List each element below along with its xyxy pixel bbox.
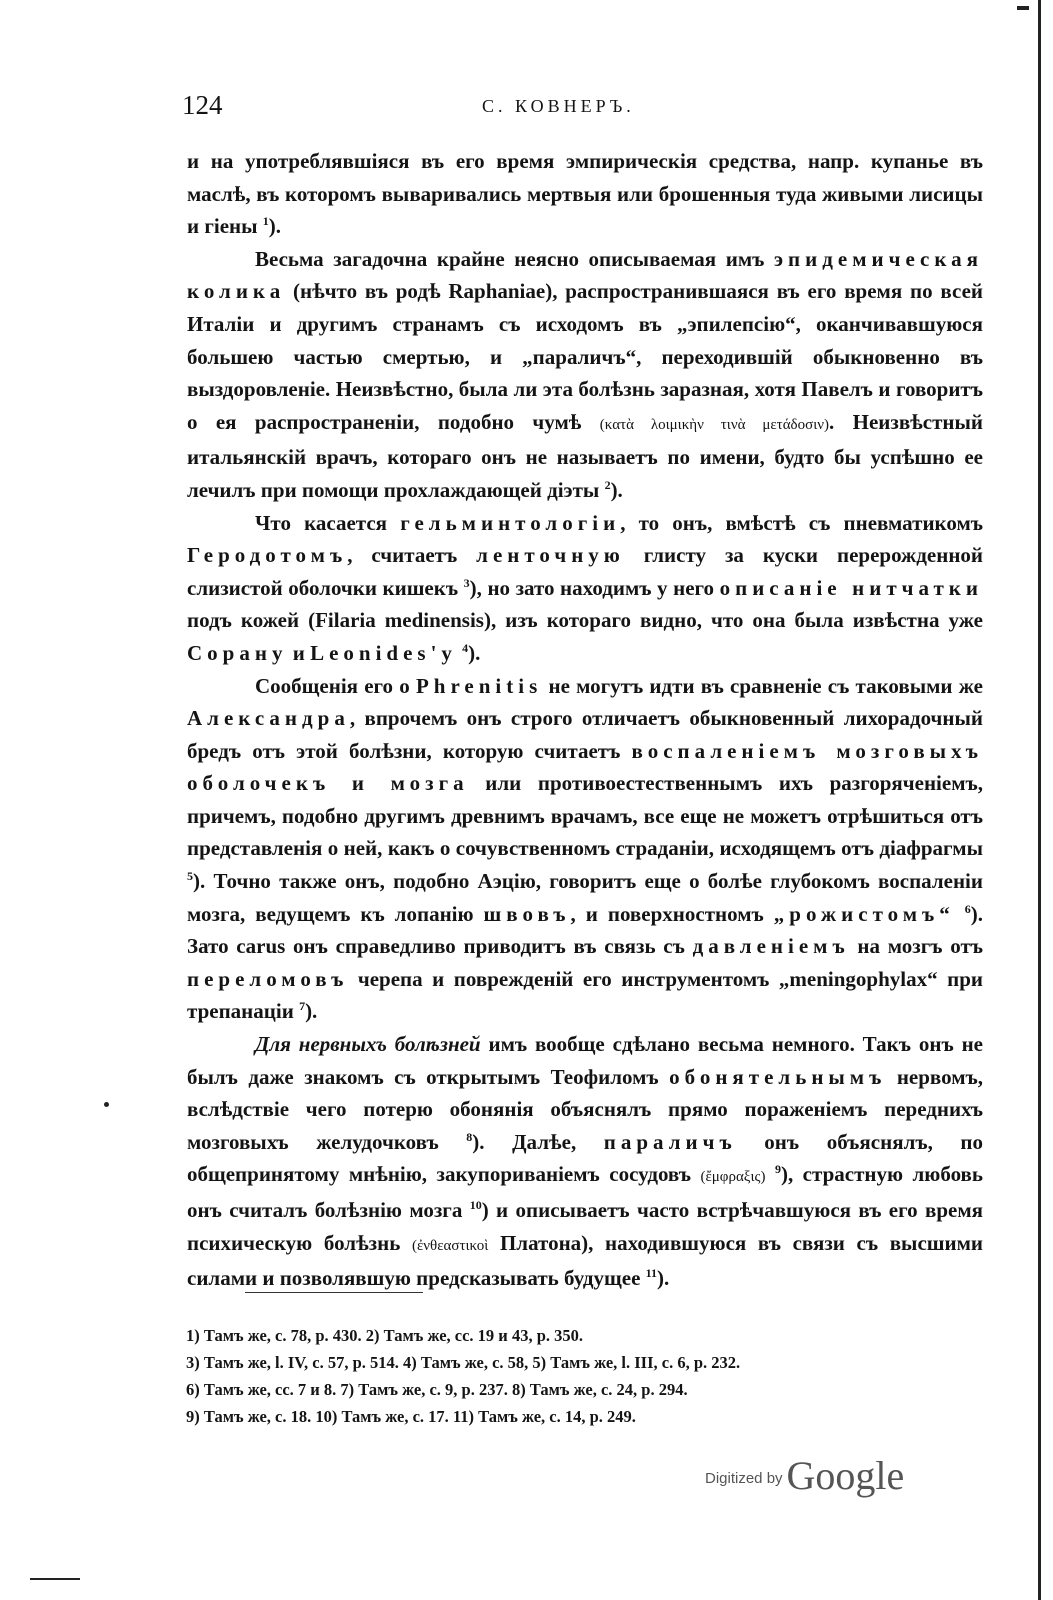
greek-quote: (κατὰ λοιμικὴν τινὰ μετάδοσιν) xyxy=(599,416,830,433)
footnote-line: 1) Тамъ же, с. 78, р. 430. 2) Тамъ же, сс. 19 и 43, р. 350. xyxy=(186,1326,583,1345)
margin-dot xyxy=(104,1102,109,1107)
footnote-ref: 1 xyxy=(262,214,269,229)
spaced-term: эпидемическая колика xyxy=(187,246,983,304)
footnote-line: 3) Тамъ же, l. IV, с. 57, р. 514. 4) Тамъ же, с. 58, 5) Тамъ же, l. III, с. 6, р. 232. xyxy=(186,1353,741,1372)
scan-arrow-mark xyxy=(30,1578,80,1580)
paragraph-2: Весьма загадочна крайне неясно описываемая имъ эпидемическая колика (нѣчто въ родѣ Raphaniae), распространившаяся въ его время по всей Италіи и другимъ странамъ съ исходомъ въ „эпилепсію“, оканчивавшуюся большею частью смертью, и „параличъ“, переходившій обыкновенно въ выздоровленіе. Неизвѣстно, была ли эта болѣзнь заразная, хотя Павелъ и говоритъ о ея распространеніи, подобно чумѣ (κατὰ λοιμικὴν τινὰ μετάδοσιν). Неизвѣстный итальянскій врачъ, котораго онъ не называетъ по имени, будто бы успѣшно ее лечилъ при помощи прохлаждающей діэты $^2$). xyxy=(187,246,984,502)
digitized-by-google-watermark xyxy=(705,1452,904,1512)
page-number: 124 xyxy=(182,90,223,120)
paragraph-1: и на употреблявшіяся въ его время эмпирическія средства, напр. купанье въ маслѣ, въ которомъ вываривались мертвыя или брошенныя туда живыми лисицы и гіены $^1$). xyxy=(187,149,983,239)
footnote-line: 6) Тамъ же, сс. 7 и 8. 7) Тамъ же, с. 9, р. 237. 8) Тамъ же, с. 24, р. 294. xyxy=(186,1380,688,1399)
google-logo: Google xyxy=(786,1453,905,1498)
footnote-divider xyxy=(245,1292,423,1293)
body-text xyxy=(187,145,983,1295)
footnote-line: 9) Тамъ же, с. 18. 10) Тамъ же, с. 17. 11) Тамъ же, с. 14, р. 249. xyxy=(186,1407,636,1426)
paragraph-4: Сообщенія его о Phrenitis не могутъ идти въ сравненіе съ таковыми же Александра, впрочемъ онъ строго отличаетъ обыкновенный лихорадочный бредъ отъ этой болѣзни, которую считаетъ воспаленіемъ мозговыхъ оболочекъ и мозга или противоестественнымъ ихъ разгоряченіемъ, причемъ, подобно другимъ древнимъ врачамъ, все еще не можетъ отрѣшиться отъ представленія о ней, какъ о сочувственномъ страданіи, исходящемъ отъ діафрагмы $^5$). Точно также онъ, подобно Аэцію, говоритъ еще о болѣе глубокомъ воспаленіи мозга, ведущемъ къ лопанію швовъ, и поверхностномъ „рожистомъ“ $^6$). Зато carus онъ справедливо приводитъ въ связь съ давленіемъ на мозгъ отъ переломовъ черепа и поврежденій его инструментомъ „meningophylax“ при трепанаціи $^7$). xyxy=(187,673,984,1024)
page-edge-line xyxy=(1038,0,1041,1600)
running-head: С. КОВНЕРЪ. xyxy=(482,96,635,116)
footnotes xyxy=(186,1322,986,1430)
watermark-prefix: Digitized by xyxy=(705,1470,783,1487)
italic-heading: Для нервныхъ болѣзней xyxy=(255,1032,481,1057)
footnote-ref: 2 xyxy=(604,477,611,492)
paragraph-5: Для нервныхъ болѣзней имъ вообще сдѣлано весьма немного. Такъ онъ не былъ даже знакомъ съ открытымъ Теофиломъ обонятельнымъ нервомъ, вслѣдствіе чего потерю обонянія объяснялъ прямо пораженіемъ переднихъ мозговыхъ желудочковъ $^8$). Далѣе, параличъ онъ объяснялъ, по общепринятому мнѣнію, закупориваніемъ сосудовъ (ἔμφραξις) $^9$), страстную любовь онъ считалъ болѣзнію мозга $^{10}$) и описываетъ часто встрѣчавшуюся въ его время психическую болѣзнь (ἐνθεαστικοὶ Платона), находившуюся въ связи съ высшими силами и позволявшую предсказывать будущее $^{11}$). xyxy=(187,1032,984,1291)
paragraph-3: Что касается гельминтологіи, то онъ, вмѣстѣ съ пневматикомъ Геродотомъ, считаетъ ленточную глисту за куски перерожденной слизистой оболочки кишекъ $^3$), но зато находимъ у него описаніе нитчатки подъ кожей (Filaria medinensis), изъ котораго видно, что она была извѣстна уже Сорану и Leonides'у $^4$). xyxy=(187,510,984,665)
page-header xyxy=(182,90,982,124)
page-edge-mark xyxy=(1017,6,1029,10)
